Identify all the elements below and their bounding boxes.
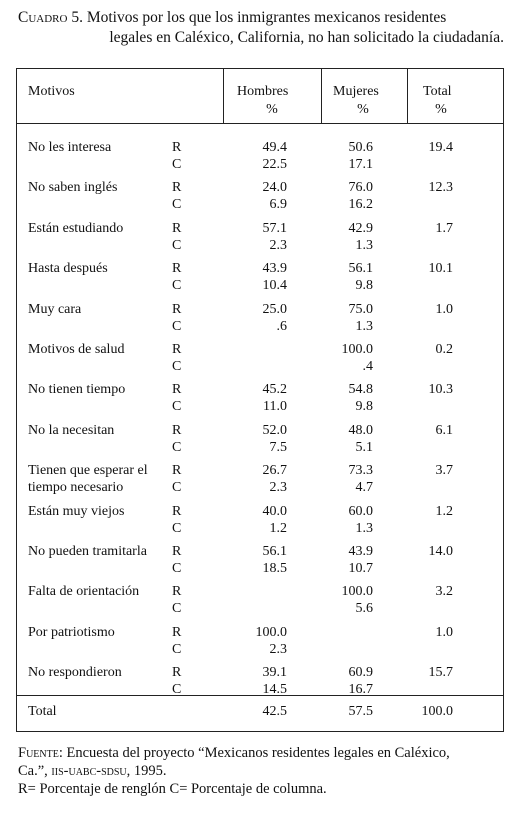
header-divider xyxy=(223,69,224,123)
row-rc-marker: R C xyxy=(172,261,182,294)
table-row xyxy=(17,462,503,502)
cell-total: 6.1 xyxy=(435,422,453,438)
cell-hombres: 49.4 22.5 xyxy=(262,140,287,172)
header-motivos: Motivos xyxy=(28,84,75,99)
cell-mujeres: 42.9 1.3 xyxy=(348,220,373,253)
row-rc-marker: R C xyxy=(172,584,182,617)
cell-total: 0.2 xyxy=(435,342,453,357)
row-rc-marker: R C xyxy=(172,422,182,455)
cell-mujeres: 75.0 1.3 xyxy=(348,301,373,334)
total-hombres: 42.5 xyxy=(262,704,287,719)
row-label: Falta de orientación xyxy=(28,584,140,600)
cell-hombres: 52.0 7.5 xyxy=(262,422,287,455)
table-row xyxy=(17,422,503,462)
source-institution: iis-uabc-sdsu xyxy=(51,763,127,779)
cell-total: 3.7 xyxy=(435,463,453,479)
cell-hombres: 26.7 2.3 xyxy=(262,463,287,496)
cell-mujeres: 54.8 9.8 xyxy=(348,382,373,415)
legend-text: R= Porcentaje de renglón C= Porcentaje de columna. xyxy=(18,781,327,797)
cell-mujeres xyxy=(323,624,373,658)
row-rc-marker: R C xyxy=(172,180,182,213)
cell-total: 3.2 xyxy=(435,584,453,600)
total-mujeres: 57.5 xyxy=(348,704,373,719)
caption-line1: Motivos por los que los inmigrantes mexicanos residentes xyxy=(86,9,447,26)
cell-hombres: 43.9 10.4 xyxy=(262,261,287,294)
row-label: Hasta después xyxy=(28,261,108,277)
table-row xyxy=(17,301,503,341)
cell-mujeres: 56.1 9.8 xyxy=(348,261,373,294)
row-rc-marker: R C xyxy=(172,463,182,496)
total-label: Total xyxy=(28,704,57,719)
row-rc-marker: R C xyxy=(172,220,182,253)
cell-total: 1.0 xyxy=(435,624,453,640)
cell-mujeres: 60.0 1.3 xyxy=(348,503,373,536)
row-label: Por patriotismo xyxy=(28,624,115,640)
cell-hombres: 57.1 2.3 xyxy=(262,220,287,253)
cell-total: 14.0 xyxy=(428,544,453,559)
row-rc-marker: R C xyxy=(172,342,182,374)
table-footer xyxy=(18,744,508,798)
cell-hombres: 100.0 2.3 xyxy=(255,624,287,657)
row-label: Muy cara xyxy=(28,301,82,317)
row-label: Motivos de salud xyxy=(28,342,125,357)
cell-hombres: 40.0 1.2 xyxy=(262,503,287,536)
table-row xyxy=(17,543,503,583)
cell-mujeres: 100.0 5.6 xyxy=(341,584,373,617)
row-rc-marker: R C xyxy=(172,503,182,536)
cell-total: 15.7 xyxy=(428,665,453,681)
cell-total: 1.2 xyxy=(435,503,453,519)
table-row xyxy=(17,139,503,179)
row-rc-marker: R C xyxy=(172,301,182,334)
total-total: 100.0 xyxy=(421,704,453,719)
cell-hombres: 56.1 18.5 xyxy=(262,544,287,576)
header-total: Total % xyxy=(423,84,452,117)
cell-mujeres: 43.9 10.7 xyxy=(348,544,373,576)
row-rc-marker: R C xyxy=(172,382,182,415)
row-label: No respondieron xyxy=(28,665,122,681)
cell-total: 12.3 xyxy=(428,180,453,196)
row-rc-marker: R C xyxy=(172,140,182,172)
table-row xyxy=(17,503,503,543)
cell-hombres xyxy=(237,341,287,375)
row-label: Están estudiando xyxy=(28,220,124,236)
cell-total: 10.3 xyxy=(428,382,453,398)
table-row xyxy=(17,179,503,219)
table-row xyxy=(17,624,503,664)
cell-hombres: 39.1 14.5 xyxy=(262,665,287,698)
table-row xyxy=(17,381,503,421)
row-rc-marker: R C xyxy=(172,544,182,576)
row-label: No la necesitan xyxy=(28,422,115,438)
cell-mujeres: 60.9 16.7 xyxy=(348,665,373,698)
row-rc-marker: R C xyxy=(172,665,182,698)
header-divider xyxy=(407,69,408,123)
source-year: , 1995. xyxy=(126,763,167,779)
cell-total: 1.7 xyxy=(435,220,453,236)
cell-hombres: 25.0 .6 xyxy=(262,301,287,334)
header-divider xyxy=(321,69,322,123)
caption-label: Cuadro 5. xyxy=(18,9,83,26)
caption-line2: legales en Caléxico, California, no han solicitado la ciudadanía. xyxy=(109,29,504,46)
row-label: Están muy viejos xyxy=(28,503,125,519)
table-row xyxy=(17,583,503,623)
table-row xyxy=(17,664,503,704)
cell-mujeres: 48.0 5.1 xyxy=(348,422,373,455)
row-label: No les interesa xyxy=(28,140,112,155)
header-mujeres: Mujeres % xyxy=(333,84,379,117)
data-table xyxy=(16,68,504,732)
table-row xyxy=(17,260,503,300)
cell-mujeres: 73.3 4.7 xyxy=(348,463,373,496)
cell-total: 10.1 xyxy=(428,261,453,277)
source-text: Encuesta del proyecto “Mexicanos residentes legales en Caléxico, xyxy=(66,745,450,761)
row-label: No saben inglés xyxy=(28,180,118,196)
source-label: Fuente: xyxy=(18,745,63,761)
row-label: Tienen que esperar el tiempo necesario xyxy=(28,463,148,496)
cell-mujeres: 50.6 17.1 xyxy=(348,140,373,172)
row-rc-marker: R C xyxy=(172,624,182,657)
cell-hombres: 45.2 11.0 xyxy=(262,382,287,415)
cell-total: 19.4 xyxy=(428,140,453,155)
cell-total: 1.0 xyxy=(435,301,453,317)
header-rule xyxy=(17,123,503,124)
row-label: No pueden tramitarla xyxy=(28,544,147,559)
header-hombres: Hombres % xyxy=(237,84,289,117)
table-row xyxy=(17,341,503,381)
cell-hombres xyxy=(237,583,287,617)
source-text-2: Ca.”, xyxy=(18,763,48,779)
row-label: No tienen tiempo xyxy=(28,382,126,398)
cell-mujeres: 76.0 16.2 xyxy=(348,180,373,213)
table-caption xyxy=(18,8,504,48)
table-row xyxy=(17,220,503,260)
total-rule xyxy=(17,695,503,696)
cell-hombres: 24.0 6.9 xyxy=(262,180,287,213)
cell-mujeres: 100.0 .4 xyxy=(341,342,373,374)
